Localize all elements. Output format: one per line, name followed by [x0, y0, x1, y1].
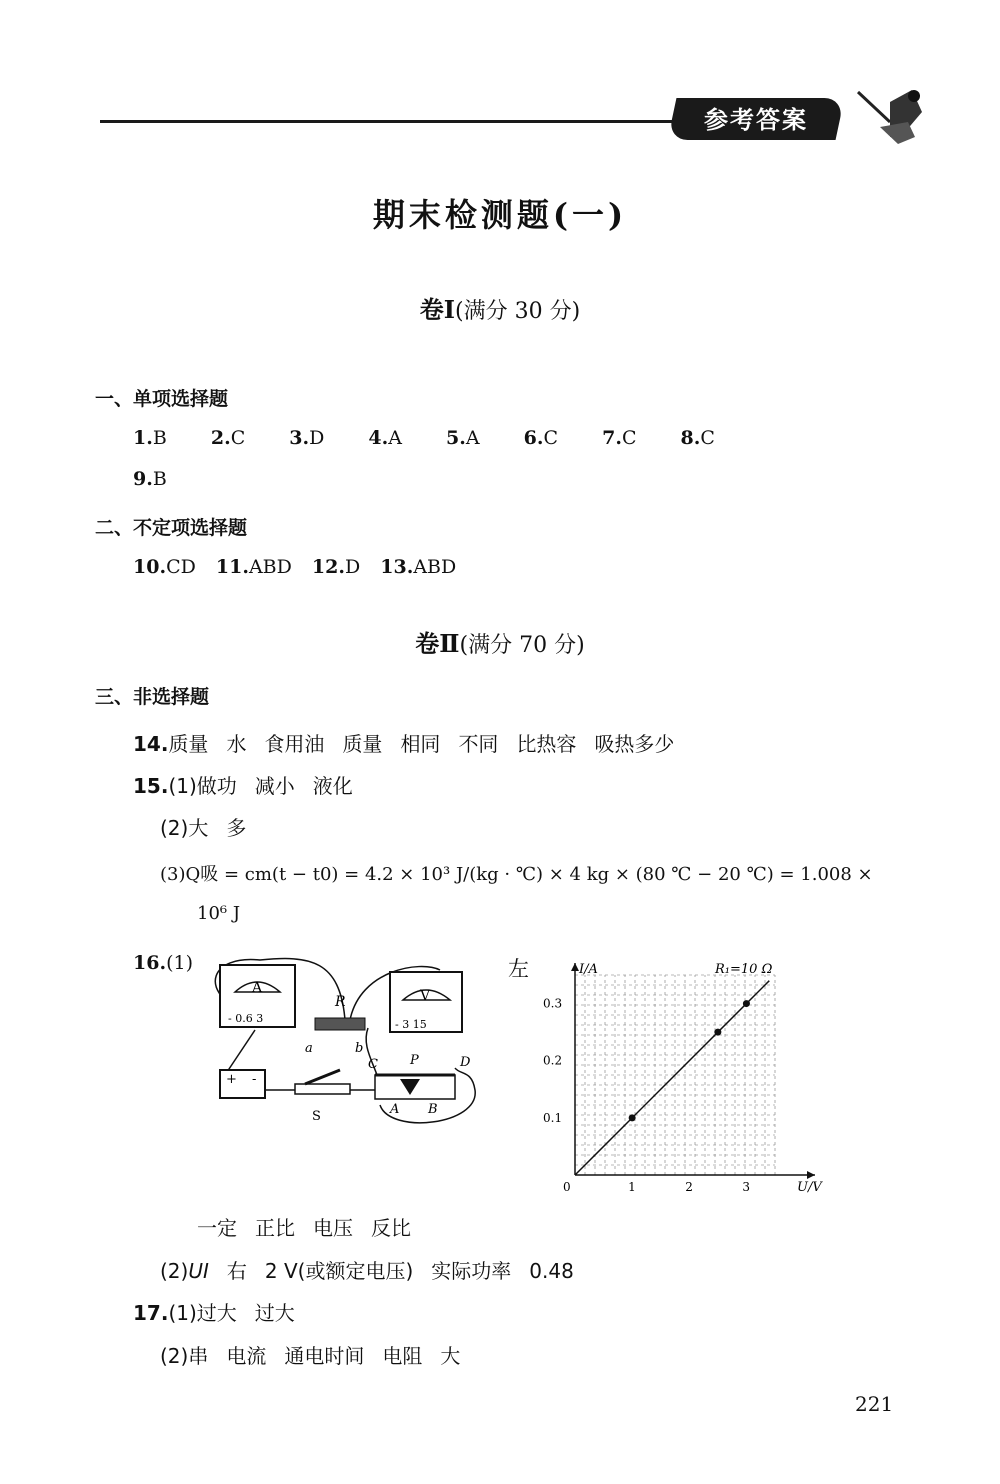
section1-title: 一、单项选择题 [95, 388, 229, 410]
part2-title: 卷Ⅱ [415, 629, 460, 658]
x-axis-arrow [807, 1171, 815, 1179]
y-tick-label: 0.3 [543, 996, 563, 1011]
answer-item: 13.ABD [380, 556, 457, 578]
chart-axes [571, 963, 815, 1179]
answer-item: 11.ABD [215, 556, 292, 578]
answer-item: 7.C [602, 427, 637, 449]
answer-item: 12.D [311, 556, 361, 578]
section2-answers [133, 556, 478, 578]
answer-item: 3.D [289, 427, 325, 449]
rheostat-P-label: P [410, 1053, 419, 1068]
battery-plus: + [226, 1072, 237, 1087]
answer-item: 2.C [210, 427, 246, 449]
circuit-diagram [200, 950, 490, 1130]
resistor-label: R [335, 994, 346, 1010]
q15-formula: Q吸 = cm(t − t0) = 4.2 × 10³ J/(kg · ℃) × 4 kg × (80 ℃ − 20 ℃) = 1.008 × [185, 864, 873, 885]
section2-title: 二、不定项选择题 [95, 517, 248, 539]
answer-item: 8.C [680, 427, 715, 449]
header-rule [100, 120, 675, 123]
part1-score: (满分 30 分) [455, 299, 581, 324]
answer-item: 9.B [133, 468, 167, 490]
rheostat-D-label: D [460, 1055, 471, 1070]
page-number: 221 [855, 1392, 894, 1416]
y-tick-label: 0.1 [543, 1110, 563, 1125]
page-title: 期末检测题(一) [372, 196, 628, 234]
data-point [743, 1000, 750, 1007]
y-axis-label: I/A [579, 962, 598, 977]
part1-title: 卷Ⅰ [419, 295, 456, 324]
x-axis-label: U/V [797, 1180, 822, 1195]
switch-label: S [312, 1109, 321, 1124]
q16-side-answer: 左 [508, 957, 529, 981]
q15-part1: 15.(1)做功 减小 液化 [133, 774, 353, 798]
voltmeter-scale: - 3 15 [395, 1018, 427, 1031]
x-tick-label: 2 [685, 1180, 693, 1194]
part2-score: (满分 70 分) [459, 633, 585, 658]
answer-item: 4.A [368, 427, 402, 449]
x-tick-label: 1 [628, 1180, 636, 1194]
terminal-a-label: a [305, 1041, 313, 1056]
iu-chart [540, 955, 830, 1195]
ammeter-label: A [252, 980, 263, 996]
section1-answers-row1 [133, 427, 737, 449]
answer-item: 5.A [446, 427, 480, 449]
rheostat-A-label: A [390, 1102, 400, 1117]
data-point [714, 1029, 721, 1036]
q17-part2: (2)串 电流 通电时间 电阻 大 [160, 1344, 461, 1368]
rheostat-B-label: B [428, 1102, 438, 1117]
x-tick-label: 3 [742, 1180, 751, 1194]
section3-title: 三、非选择题 [95, 686, 210, 708]
series-label: R₁=10 Ω [715, 962, 773, 977]
voltmeter-label: V [420, 988, 431, 1004]
y-tick-label: 0.2 [543, 1053, 563, 1068]
answer-item: 10.CD [133, 556, 196, 578]
q15-part2: (2)大 多 [160, 816, 247, 840]
answer-item: 1.B [133, 427, 167, 449]
part2-heading [0, 624, 1000, 659]
data-point [629, 1114, 636, 1121]
x-tick-label: 0 [563, 1180, 571, 1194]
header-badge-text: 参考答案 [704, 106, 808, 134]
terminal-b-label: b [355, 1041, 364, 1056]
q16-conclusion: 一定 正比 电压 反比 [197, 1216, 411, 1240]
ammeter-scale: - 0.6 3 [228, 1012, 264, 1025]
y-axis-arrow [571, 963, 579, 971]
chart-line [575, 981, 769, 1175]
battery-minus: - [252, 1072, 257, 1087]
q16-label: 16.(1) [133, 952, 193, 974]
rheostat-C-label: C [368, 1057, 378, 1072]
section1-answers-row2 [133, 468, 189, 490]
q15-part3: (3)Q吸 = cm(t − t0) = 4.2 × 10³ J/(kg · ℃) × 4 kg × (80 ℃ − 20 ℃) = 1.008 × [160, 864, 873, 885]
answer-item: 6.C [523, 427, 559, 449]
pencil-figure-icon [850, 82, 930, 152]
part1-heading [0, 290, 1000, 325]
q14-row: 14.质量 水 食用油 质量 相同 不同 比热容 吸热多少 [133, 732, 675, 756]
q17-part1: 17.(1)过大 过大 [133, 1301, 295, 1325]
q16-part2: (2)UI 右 2 V(或额定电压) 实际功率 0.48 [160, 1259, 574, 1283]
q15-formula-cont: 10⁶ J [197, 903, 241, 924]
